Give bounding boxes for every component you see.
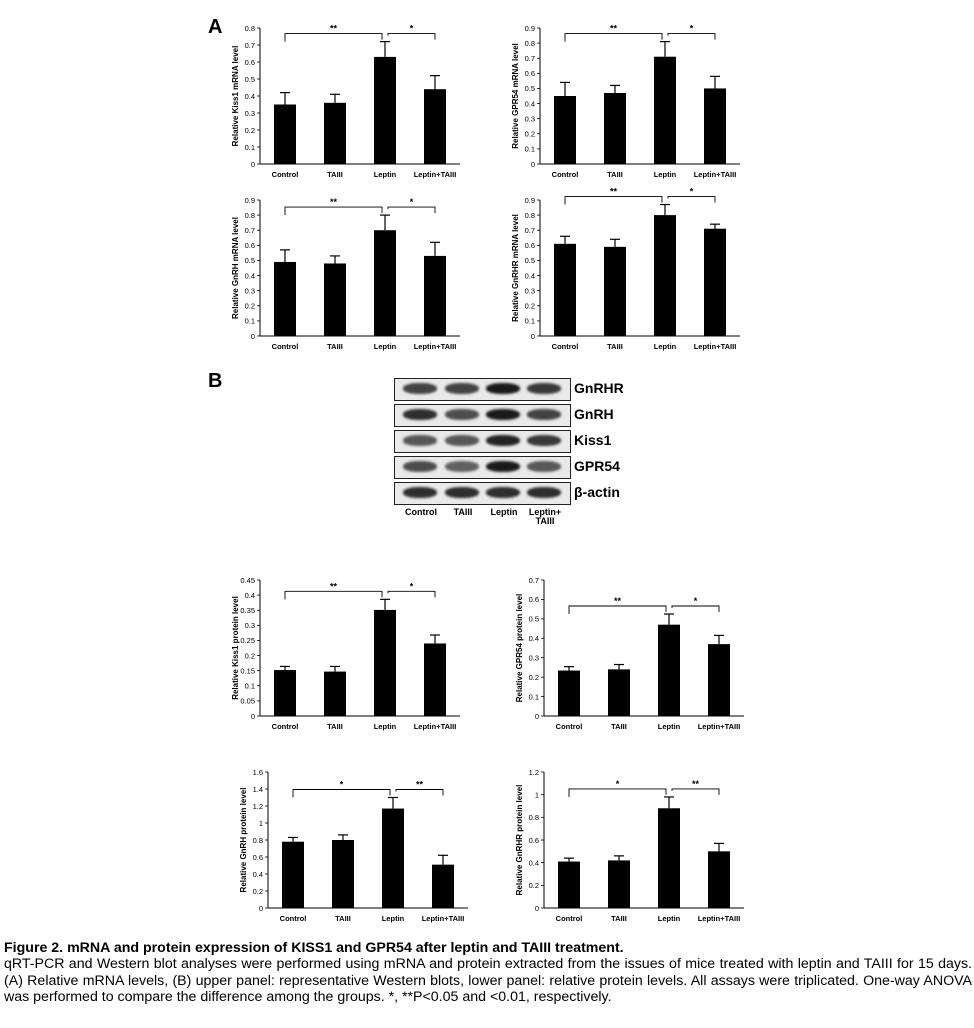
- y-axis-label: Relative GnRHR mRNA level: [511, 214, 520, 322]
- y-tick-label: 0.1: [244, 142, 255, 152]
- significance-bracket: [672, 606, 719, 612]
- figure-caption: [4, 940, 972, 1006]
- bar: [374, 610, 396, 716]
- x-tick-label: Control: [271, 342, 299, 351]
- y-tick-label: 0.4: [528, 634, 539, 644]
- blot-band: [527, 383, 561, 394]
- y-tick-label: 0.9: [244, 195, 255, 205]
- y-tick-label: 0.6: [524, 241, 535, 251]
- x-tick-label: Leptin: [373, 170, 397, 179]
- blot-row-label: β-actin: [574, 484, 620, 500]
- significance-label: *: [409, 581, 414, 592]
- y-tick-label: 0.8: [524, 38, 535, 48]
- significance-label: *: [693, 596, 698, 606]
- significance-label: **: [613, 596, 622, 606]
- y-tick-label: 0.3: [244, 286, 255, 296]
- x-tick-label: Control: [551, 170, 579, 179]
- y-tick-label: 0.9: [524, 23, 535, 33]
- significance-label: **: [329, 197, 338, 208]
- x-tick-label: Control: [555, 722, 583, 731]
- blot-band: [445, 409, 479, 420]
- chart-gnrh-protein: [236, 758, 476, 930]
- y-axis-label: Relative GnRH protein level: [239, 787, 248, 893]
- blot-band: [403, 461, 437, 472]
- bar: [554, 244, 576, 336]
- y-tick-label: 0.4: [524, 271, 535, 281]
- significance-bracket: [569, 606, 666, 614]
- x-tick-label: TAIII: [335, 914, 351, 923]
- y-axis-label: Relative GPR54 protein level: [515, 593, 524, 703]
- blot-band: [403, 409, 437, 420]
- y-tick-label: 0.8: [528, 813, 539, 823]
- x-tick-label: TAIII: [611, 722, 627, 731]
- caption-title: Figure 2. mRNA and protein expression of KISS1 and GPR54 after leptin and TAIII treatment.: [4, 940, 624, 956]
- y-tick-label: 0.3: [244, 108, 255, 118]
- x-tick-label: TAIII: [327, 342, 343, 351]
- bar: [432, 865, 454, 908]
- significance-label: *: [615, 778, 620, 789]
- y-tick-label: 0.8: [244, 210, 255, 220]
- x-tick-label: Leptin+TAIII: [693, 170, 737, 179]
- y-tick-label: 0.3: [524, 286, 535, 296]
- y-tick-label: 1: [534, 790, 539, 800]
- blot-band: [527, 487, 561, 498]
- y-tick-label: 0.15: [240, 666, 255, 676]
- blot-band: [486, 435, 520, 446]
- blot-band: [486, 383, 520, 394]
- blot-band: [403, 435, 437, 446]
- blot-lane-label: TAIII: [453, 507, 473, 517]
- y-tick-label: 0: [530, 159, 535, 169]
- y-tick-label: 0.5: [528, 614, 539, 624]
- y-tick-label: 0.5: [524, 84, 535, 94]
- significance-bracket: [285, 34, 382, 42]
- blot-band: [445, 435, 479, 446]
- bar: [558, 862, 580, 908]
- y-tick-label: 0.8: [252, 835, 263, 845]
- bar: [658, 625, 680, 716]
- y-tick-label: 0.7: [528, 575, 539, 585]
- y-axis-label: Relative Kiss1 protein level: [231, 596, 240, 700]
- y-tick-label: 0: [250, 159, 255, 169]
- x-tick-label: Leptin: [373, 342, 397, 351]
- blot-band: [403, 487, 437, 498]
- y-tick-label: 0.2: [524, 301, 535, 311]
- significance-bracket: [285, 591, 382, 599]
- y-tick-label: 0.9: [524, 195, 535, 205]
- bar: [424, 643, 446, 716]
- y-tick-label: 0: [250, 331, 255, 341]
- y-tick-label: 0.2: [244, 301, 255, 311]
- bar: [608, 860, 630, 908]
- significance-bracket: [569, 789, 666, 797]
- blot-band: [445, 461, 479, 472]
- x-tick-label: Leptin+TAIII: [413, 722, 457, 731]
- x-tick-label: Leptin: [653, 342, 677, 351]
- significance-label: **: [609, 23, 618, 34]
- y-tick-label: 0.7: [524, 226, 535, 236]
- blot-band: [527, 409, 561, 420]
- x-tick-label: Leptin+TAIII: [693, 342, 737, 351]
- significance-bracket: [285, 207, 382, 215]
- y-tick-label: 0.6: [528, 595, 539, 605]
- y-tick-label: 0.45: [240, 575, 255, 585]
- y-tick-label: 0.2: [528, 881, 539, 891]
- y-axis-label: Relative Kiss1 mRNA level: [231, 45, 240, 147]
- x-tick-label: TAIII: [327, 170, 343, 179]
- y-tick-label: 0.35: [240, 606, 255, 616]
- bar: [274, 670, 296, 716]
- significance-bracket: [388, 207, 435, 213]
- significance-label: **: [609, 186, 618, 197]
- y-tick-label: 0: [534, 903, 539, 913]
- blot-band: [486, 487, 520, 498]
- blot-row-label: GPR54: [574, 458, 620, 474]
- blot-band: [527, 461, 561, 472]
- bar: [704, 229, 726, 336]
- y-tick-label: 0.5: [524, 256, 535, 266]
- y-tick-label: 0.4: [524, 99, 535, 109]
- bar: [708, 851, 730, 908]
- y-tick-label: 0.05: [240, 696, 255, 706]
- significance-bracket: [396, 790, 443, 796]
- significance-label: **: [415, 779, 424, 790]
- blot-band: [445, 487, 479, 498]
- bar: [274, 105, 296, 165]
- significance-label: *: [409, 197, 414, 208]
- blot-strip: [394, 430, 571, 453]
- caption-body: qRT-PCR and Western blot analyses were performed using mRNA and protein extracted from the issues of mice treated with leptin and TAIII for 15 days. (A) Relative mRNA levels, (B) upper panel: representative Western blots, lower panel: relative protein levels. All assays were triplicated. One-way ANOVA was performed to compare the difference among the groups. *, **P<0.05 and <0.01, respectively.: [4, 956, 972, 1006]
- y-tick-label: 1: [258, 818, 263, 828]
- y-tick-label: 0.1: [524, 144, 535, 154]
- x-tick-label: Leptin: [373, 722, 397, 731]
- panel-label-b: B: [208, 370, 223, 392]
- bar: [704, 88, 726, 164]
- bar: [608, 669, 630, 716]
- y-tick-label: 0.6: [252, 852, 263, 862]
- y-tick-label: 0.4: [528, 858, 539, 868]
- chart-gnrh-mrna: [228, 186, 468, 358]
- significance-label: *: [409, 23, 414, 34]
- chart-gpr54-protein: [512, 566, 752, 738]
- y-tick-label: 0.1: [528, 692, 539, 702]
- bar: [424, 89, 446, 164]
- y-tick-label: 0.2: [528, 672, 539, 682]
- bar: [332, 840, 354, 908]
- x-tick-label: Control: [555, 914, 583, 923]
- x-tick-label: Control: [279, 914, 307, 923]
- y-tick-label: 0: [258, 903, 263, 913]
- significance-label: *: [689, 23, 694, 34]
- bar: [708, 644, 730, 716]
- chart-gnrhr-protein: [512, 758, 752, 930]
- bar: [324, 103, 346, 164]
- y-tick-label: 0.4: [244, 91, 255, 101]
- x-tick-label: TAIII: [607, 170, 623, 179]
- y-tick-label: 0.3: [244, 621, 255, 631]
- y-tick-label: 0.4: [252, 869, 263, 879]
- y-tick-label: 0.1: [244, 316, 255, 326]
- y-tick-label: 0.25: [240, 636, 255, 646]
- y-tick-label: 0.1: [524, 316, 535, 326]
- blot-strip: [394, 404, 571, 427]
- panel-label-a: A: [208, 16, 223, 38]
- y-tick-label: 0.3: [524, 114, 535, 124]
- y-tick-label: 0.4: [244, 590, 255, 600]
- y-tick-label: 1.2: [252, 801, 263, 811]
- bar: [374, 57, 396, 164]
- y-tick-label: 0.2: [252, 886, 263, 896]
- bar: [324, 263, 346, 336]
- blot-strip: [394, 378, 571, 401]
- x-tick-label: Leptin: [657, 722, 681, 731]
- blot-lane-label: Leptin+ TAIII: [528, 507, 562, 526]
- y-axis-label: Relative GPR54 mRNA level: [511, 43, 520, 149]
- chart-gpr54-mrna: [508, 14, 748, 186]
- significance-bracket: [388, 591, 435, 597]
- y-tick-label: 0.2: [244, 125, 255, 135]
- blot-band: [486, 409, 520, 420]
- significance-bracket: [672, 789, 719, 795]
- x-tick-label: Leptin+TAIII: [413, 342, 457, 351]
- blot-band: [527, 435, 561, 446]
- y-tick-label: 0.5: [244, 74, 255, 84]
- blot-strip: [394, 456, 571, 479]
- blot-lane-label: Control: [405, 507, 437, 517]
- y-axis-label: Relative GnRH mRNA level: [231, 217, 240, 319]
- chart-kiss1-mrna: [228, 14, 468, 186]
- bar: [604, 247, 626, 336]
- y-tick-label: 1.4: [252, 784, 263, 794]
- blot-lane-label: Leptin: [490, 507, 518, 517]
- y-tick-label: 0: [534, 711, 539, 721]
- bar: [654, 215, 676, 336]
- significance-bracket: [293, 790, 390, 798]
- significance-label: **: [329, 23, 338, 34]
- chart-gnrhr-mrna: [508, 186, 748, 358]
- blot-row-label: GnRH: [574, 406, 614, 422]
- x-tick-label: Control: [271, 722, 299, 731]
- x-tick-label: Leptin: [653, 170, 677, 179]
- x-tick-label: Leptin: [381, 914, 405, 923]
- x-tick-label: Leptin: [657, 914, 681, 923]
- x-tick-label: Leptin+TAIII: [697, 914, 741, 923]
- western-blot: [394, 376, 654, 526]
- significance-label: **: [691, 778, 700, 789]
- significance-bracket: [565, 34, 662, 42]
- bar: [324, 672, 346, 716]
- y-tick-label: 0.7: [244, 226, 255, 236]
- x-tick-label: Leptin+TAIII: [421, 914, 465, 923]
- significance-label: *: [339, 779, 344, 790]
- blot-strip: [394, 482, 571, 505]
- y-tick-label: 0.1: [244, 681, 255, 691]
- y-tick-label: 0.3: [528, 653, 539, 663]
- y-tick-label: 0.2: [524, 129, 535, 139]
- bar: [554, 96, 576, 164]
- y-tick-label: 0.7: [244, 40, 255, 50]
- blot-row-label: Kiss1: [574, 432, 612, 448]
- blot-band: [445, 383, 479, 394]
- bar: [558, 671, 580, 716]
- blot-band: [403, 383, 437, 394]
- blot-row-label: GnRHR: [574, 380, 624, 396]
- y-tick-label: 0.6: [524, 69, 535, 79]
- y-axis-label: Relative GnRHR protein level: [515, 784, 524, 896]
- bar: [658, 808, 680, 908]
- x-tick-label: TAIII: [607, 342, 623, 351]
- significance-bracket: [668, 197, 715, 203]
- significance-label: *: [689, 186, 694, 197]
- bar: [374, 230, 396, 336]
- x-tick-label: Leptin+TAIII: [697, 722, 741, 731]
- y-tick-label: 0.8: [524, 210, 535, 220]
- significance-bracket: [388, 34, 435, 40]
- y-tick-label: 0.6: [244, 241, 255, 251]
- bar: [274, 262, 296, 336]
- chart-kiss1-protein: [228, 566, 468, 738]
- x-tick-label: TAIII: [611, 914, 627, 923]
- x-tick-label: Leptin+TAIII: [413, 170, 457, 179]
- blot-band: [486, 461, 520, 472]
- y-tick-label: 0.7: [524, 54, 535, 64]
- y-tick-label: 0.2: [244, 651, 255, 661]
- y-tick-label: 0: [250, 711, 255, 721]
- x-tick-label: Control: [271, 170, 299, 179]
- bar: [604, 93, 626, 164]
- bar: [282, 842, 304, 908]
- y-tick-label: 0: [530, 331, 535, 341]
- significance-bracket: [565, 197, 662, 205]
- y-tick-label: 0.6: [528, 835, 539, 845]
- y-tick-label: 0.6: [244, 57, 255, 67]
- bar: [382, 809, 404, 908]
- y-tick-label: 0.4: [244, 271, 255, 281]
- significance-bracket: [668, 34, 715, 40]
- bar: [654, 57, 676, 164]
- x-tick-label: TAIII: [327, 722, 343, 731]
- bar: [424, 256, 446, 336]
- x-tick-label: Control: [551, 342, 579, 351]
- y-tick-label: 1.2: [528, 767, 539, 777]
- significance-label: **: [329, 581, 338, 592]
- y-tick-label: 0.8: [244, 23, 255, 33]
- y-tick-label: 1.6: [252, 767, 263, 777]
- y-tick-label: 0.5: [244, 256, 255, 266]
